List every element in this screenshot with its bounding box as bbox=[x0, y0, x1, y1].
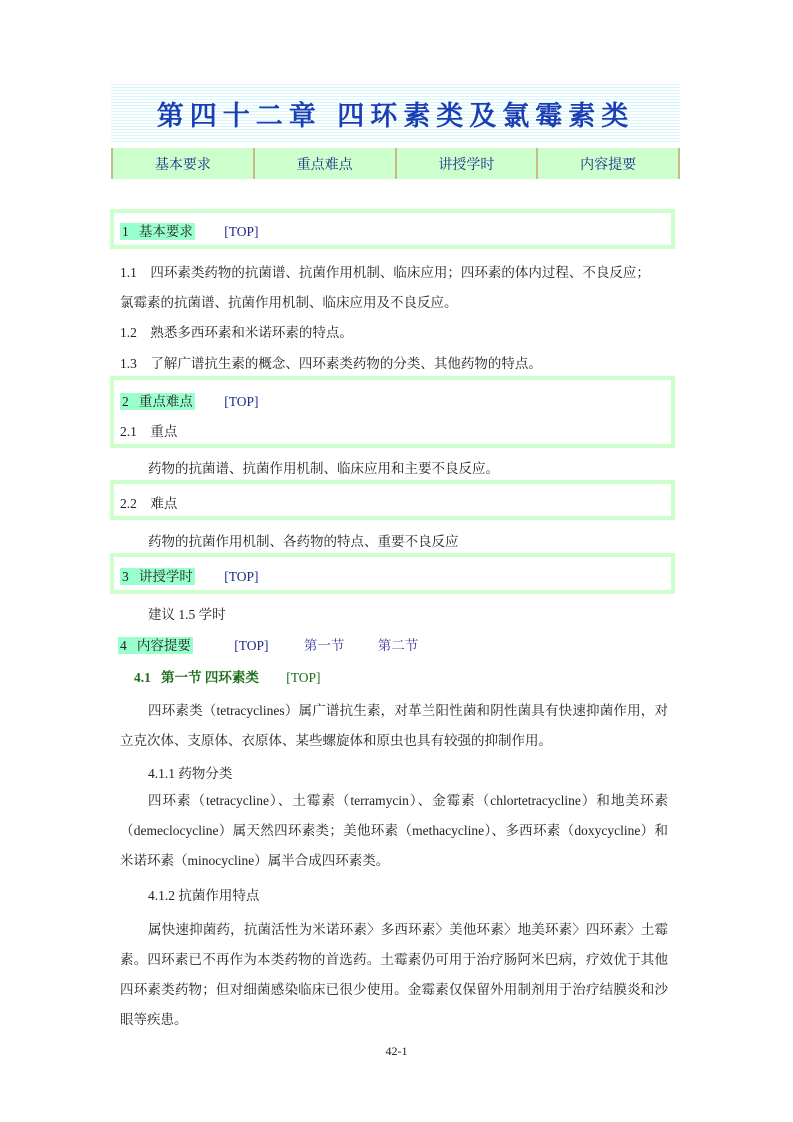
teaching-hours-text: 建议 1.5 学时 bbox=[148, 607, 226, 622]
section-2-2-box bbox=[110, 480, 675, 520]
section-4-heading: 4 内容提要 bbox=[120, 638, 191, 653]
link-section-1[interactable]: 第一节 bbox=[303, 638, 345, 653]
link-section-2[interactable]: 第二节 bbox=[377, 638, 419, 653]
subheading-2-1: 2.1 重点 bbox=[120, 424, 178, 439]
nav-item-teaching-hours[interactable]: 讲授学时 bbox=[395, 148, 537, 179]
subheading-2-2: 2.2 难点 bbox=[120, 496, 178, 511]
item-1-3: 1.3 了解广谱抗生素的概念、四环素类药物的分类、其他药物的特点。 bbox=[120, 356, 542, 371]
section-2-header-box bbox=[110, 376, 675, 448]
section-2-heading: 2 重点难点 bbox=[122, 394, 193, 409]
top-link[interactable]: [TOP] bbox=[234, 638, 269, 653]
paragraph-classification: 四环素（tetracycline）、土霉素（terramycin）、金霉素（chlortetracycline）和地美环素（demeclocycline）属天然四环素类；美他环素（methacycline）、多西环素（doxycycline）和米诺环素（minocycline）属半合成四环素类。 bbox=[120, 793, 668, 868]
page-number: 42-1 bbox=[385, 1044, 408, 1058]
title-banner bbox=[111, 82, 680, 144]
section-1-heading: 1 基本要求 bbox=[122, 224, 193, 239]
nav-item-content-summary[interactable]: 内容提要 bbox=[536, 148, 680, 179]
paragraph-intro: 四环素类（tetracyclines）属广谱抗生素，对革兰阳性菌和阴性菌具有快速抑菌作用，对立克次体、支原体、衣原体、某些螺旋体和原虫也具有较强的抑制作用。 bbox=[120, 703, 668, 748]
item-1-2: 1.2 熟悉多西环素和米诺环素的特点。 bbox=[120, 325, 353, 340]
paragraph-antibacterial: 属快速抑菌药，抗菌活性为米诺环素〉多西环素〉美他环素〉地美环素〉四环素〉土霉素。四环素已不再作为本类药物的首选药。土霉素仍可用于治疗肠阿米巴病，疗效优于其他四环素类药物；但对细菌感染临床已很少使用。金霉素仅保留外用制剂用于治疗结膜炎和沙眼等疾患。 bbox=[120, 922, 668, 1027]
nav-bar bbox=[111, 148, 680, 179]
top-link[interactable]: [TOP] bbox=[224, 394, 259, 409]
top-link[interactable]: [TOP] bbox=[286, 670, 321, 685]
key-points-text: 药物的抗菌谱、抗菌作用机制、临床应用和主要不良反应。 bbox=[148, 461, 499, 476]
item-1-1: 1.1 四环素类药物的抗菌谱、抗菌作用机制、临床应用；四环素的体内过程、不良反应； bbox=[120, 265, 650, 280]
top-link[interactable]: [TOP] bbox=[224, 569, 259, 584]
subheading-4-1-2: 4.1.2 抗菌作用特点 bbox=[148, 888, 260, 903]
subheading-4-1-1: 4.1.1 药物分类 bbox=[148, 766, 233, 781]
section-3-heading: 3 讲授学时 bbox=[122, 569, 193, 584]
section-4-header bbox=[118, 634, 418, 654]
chapter-title: 第四十二章 四环素类及氯霉素类 bbox=[156, 100, 635, 132]
item-1-1-cont: 氯霉素的抗菌谱、抗菌作用机制、临床应用及不良反应。 bbox=[120, 295, 458, 310]
nav-item-basic-requirements[interactable]: 基本要求 bbox=[111, 148, 253, 179]
subheading-4-1: 4.1 第一节 四环素类 [TOP] bbox=[134, 670, 321, 685]
nav-item-key-points[interactable]: 重点难点 bbox=[253, 148, 395, 179]
difficulties-text: 药物的抗菌作用机制、各药物的特点、重要不良反应 bbox=[148, 534, 459, 549]
section-1-header-box bbox=[110, 209, 675, 249]
top-link[interactable]: [TOP] bbox=[224, 224, 259, 239]
section-3-header-box bbox=[110, 553, 675, 594]
